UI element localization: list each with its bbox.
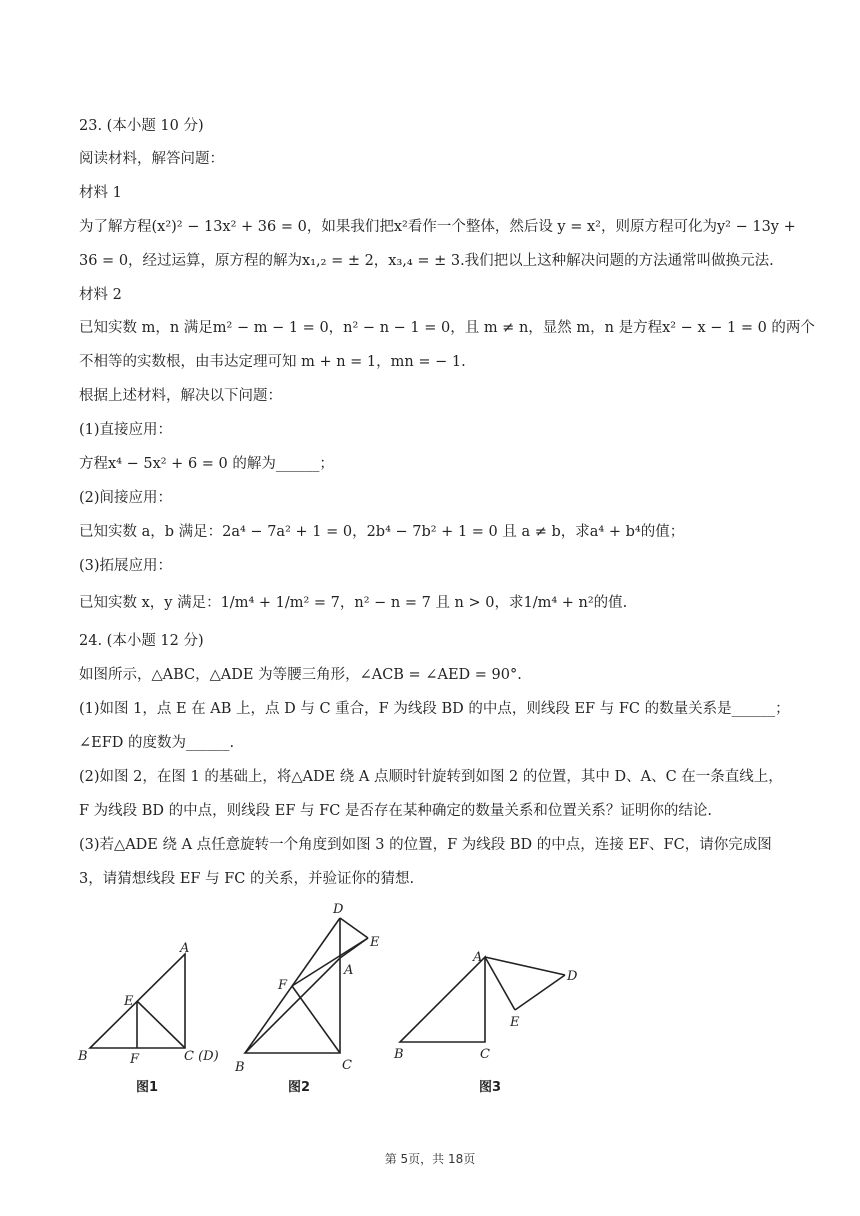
- text-line: 已知实数 x，y 满足：1/m⁴ + 1/m² = 7，n² − n = 7 且 n > 0，求1/m⁴ + n²的值.: [79, 595, 628, 611]
- fig3-label-d: D: [567, 969, 578, 984]
- fig3-label-b: B: [394, 1047, 404, 1062]
- fig2-label-e: E: [370, 935, 380, 950]
- geometry-figures: [70, 888, 670, 1103]
- text-line: 方程x⁴ − 5x² + 6 = 0 的解为______；: [79, 456, 334, 472]
- fig1-label-a: A: [180, 941, 190, 956]
- fig3-label-a: A: [473, 950, 483, 965]
- fig3-label-e: E: [510, 1015, 520, 1030]
- text-line: 根据上述材料，解决以下问题：: [79, 388, 282, 404]
- figure-1: [90, 954, 185, 1048]
- fig2-caption: 图2: [288, 1080, 311, 1095]
- figure-2: [245, 918, 368, 1053]
- fig1-label-e: E: [124, 994, 134, 1009]
- text-line: 3，请猜想线段 EF 与 FC 的关系，并验证你的猜想.: [79, 871, 415, 887]
- problem-24-heading: 24. (本小题 12 分): [79, 633, 204, 649]
- text-line: 已知实数 m，n 满足m² − m − 1 = 0，n² − n − 1 = 0，且 m ≠ n，显然 m，n 是方程x² − x − 1 = 0 的两个: [79, 320, 815, 336]
- text-line: 阅读材料，解答问题：: [79, 151, 224, 167]
- fig2-label-b: B: [235, 1060, 245, 1075]
- text-line: 如图所示，△ABC，△ADE 为等腰三角形，∠ACB = ∠AED = 90°.: [79, 667, 522, 683]
- problem-23-heading: 23. (本小题 10 分): [79, 118, 204, 134]
- fig3-caption: 图3: [479, 1080, 502, 1095]
- fig1-label-f: F: [130, 1052, 140, 1067]
- text-line: 已知实数 a，b 满足：2a⁴ − 7a² + 1 = 0，2b⁴ − 7b² + 1 = 0 且 a ≠ b，求a⁴ + b⁴的值；: [79, 524, 685, 540]
- text-line: (3)若△ADE 绕 A 点任意旋转一个角度到如图 3 的位置，F 为线段 BD 的中点，连接 EF、FC，请你完成图: [79, 837, 772, 853]
- text-line: 不相等的实数根，由韦达定理可知 m + n = 1，mn = − 1.: [79, 354, 466, 370]
- sub-question-2: (2)间接应用：: [79, 490, 173, 506]
- text-line: (1)如图 1，点 E 在 AB 上，点 D 与 C 重合，F 为线段 BD 的中点，则线段 EF 与 FC 的数量关系是______；: [79, 701, 790, 717]
- material-1-heading: 材料 1: [79, 185, 122, 201]
- text-line: 36 = 0，经过运算，原方程的解为x₁,₂ = ± 2，x₃,₄ = ± 3.我们把以上这种解决问题的方法通常叫做换元法.: [79, 253, 774, 269]
- fig2-label-c: C: [342, 1058, 352, 1073]
- fig2-label-d: D: [333, 902, 344, 917]
- fig2-label-a: A: [344, 963, 354, 978]
- sub-question-1: (1)直接应用：: [79, 422, 173, 438]
- fig2-label-f: F: [278, 978, 288, 993]
- fig3-label-c: C: [480, 1047, 490, 1062]
- text-line: F 为线段 BD 的中点，则线段 EF 与 FC 是否存在某种确定的数量关系和位置关系？证明你的结论.: [79, 803, 713, 819]
- fig1-label-b: B: [78, 1049, 88, 1064]
- sub-question-3: (3)拓展应用：: [79, 558, 173, 574]
- page-footer: 第 5页，共 18页: [384, 1152, 476, 1166]
- text-line: ∠EFD 的度数为______.: [79, 735, 235, 751]
- material-2-heading: 材料 2: [79, 287, 122, 303]
- figure-3: [400, 957, 565, 1042]
- fig1-label-c: C (D): [184, 1049, 219, 1064]
- text-line: (2)如图 2，在图 1 的基础上，将△ADE 绕 A 点顺时针旋转到如图 2 的位置，其中 D、A、C 在一条直线上，: [79, 769, 783, 785]
- fig1-caption: 图1: [136, 1080, 159, 1095]
- text-line: 为了解方程(x²)² − 13x² + 36 = 0，如果我们把x²看作一个整体，然后设 y = x²，则原方程可化为y² − 13y +: [79, 219, 796, 235]
